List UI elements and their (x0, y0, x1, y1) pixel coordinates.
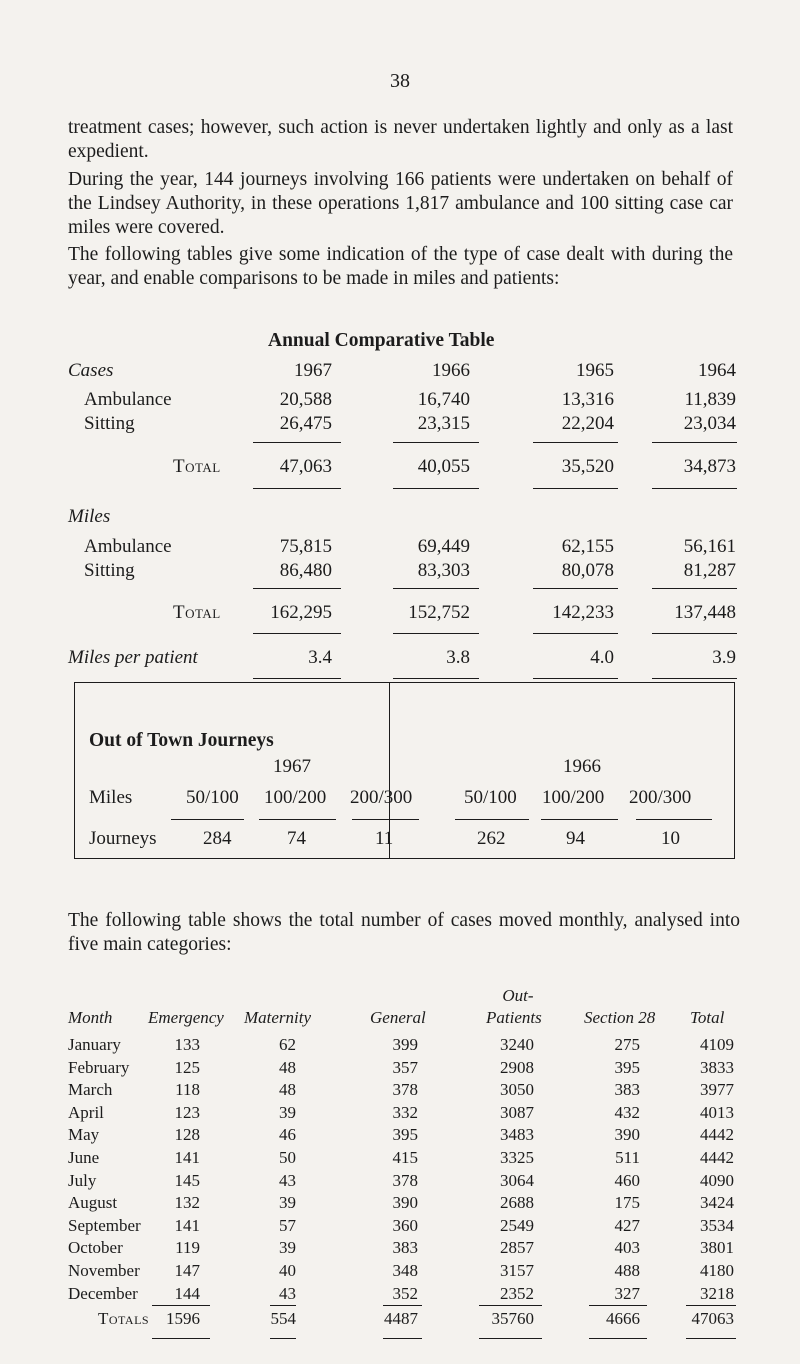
value-cell: 125 (174, 1057, 200, 1077)
year-heading: 1965 (576, 360, 614, 381)
value-cell: 4013 (700, 1102, 734, 1122)
totals-cell: 35760 (491, 1309, 534, 1328)
header-outpatients-1: Out- (502, 986, 534, 1005)
value-cell: 133 (174, 1035, 200, 1054)
year-heading: 1966 (432, 360, 470, 381)
value-cell: 403 (614, 1238, 640, 1258)
value-cell: 3325 (500, 1148, 534, 1167)
value-cell: 144 (174, 1283, 200, 1303)
value-cell: 50 (279, 1148, 296, 1167)
value-cell: 395 (614, 1057, 640, 1077)
journeys-cell: 262 (477, 828, 506, 849)
value-cell: 40 (279, 1261, 296, 1280)
band: 200/300 (350, 787, 413, 808)
journeys-cell: 74 (287, 828, 306, 849)
cell: 47,063 (279, 456, 332, 477)
year-heading: 1964 (698, 360, 736, 381)
cell: 16,740 (417, 389, 470, 410)
row-label: Sitting (84, 413, 135, 434)
month-cell: April (68, 1102, 104, 1122)
header-month: Month (68, 1008, 113, 1027)
value-cell: 275 (614, 1035, 640, 1054)
value-cell: 141 (174, 1215, 200, 1235)
totals-cell: 554 (270, 1309, 296, 1328)
paragraph-4: The following table shows the total number of cases moved monthly, analysed into five main categories: (68, 910, 740, 955)
cell: 81,287 (683, 560, 736, 581)
paragraph-2: During the year, 144 journeys involving 166 patients were undertaken on behalf of the Lindsey Authority, in these operations 1,817 ambulance and 100 sitting case car miles were covered. (68, 169, 733, 238)
value-cell: 128 (174, 1125, 200, 1145)
cell: 142,233 (552, 602, 614, 623)
page-number: 38 (390, 70, 410, 92)
month-cell: November (68, 1261, 140, 1280)
band: 50/100 (186, 787, 239, 808)
row-label: Ambulance (84, 536, 172, 557)
cell: 20,588 (279, 389, 332, 410)
value-cell: 2908 (500, 1057, 534, 1077)
row-label: Ambulance (84, 389, 172, 410)
value-cell: 2688 (500, 1193, 534, 1213)
cell: 4.0 (590, 647, 614, 668)
value-cell: 3240 (500, 1035, 534, 1054)
value-cell: 62 (279, 1035, 296, 1054)
band: 100/200 (542, 787, 605, 808)
value-cell: 3064 (500, 1170, 534, 1190)
value-cell: 3977 (700, 1080, 734, 1100)
value-cell: 147 (174, 1261, 200, 1280)
journeys-cell: 284 (203, 828, 232, 849)
cell: 3.4 (308, 647, 332, 668)
cell: 56,161 (683, 536, 736, 557)
cell: 11,839 (684, 389, 736, 410)
value-cell: 4180 (700, 1261, 734, 1280)
month-cell: May (68, 1125, 100, 1145)
miles-label: Miles (89, 787, 133, 808)
value-cell: 43 (279, 1283, 296, 1303)
cell: 86,480 (279, 560, 332, 581)
month-cell: August (68, 1193, 118, 1213)
value-cell: 132 (174, 1193, 200, 1213)
value-cell: 2857 (500, 1238, 534, 1258)
value-cell: 383 (392, 1238, 418, 1258)
value-cell: 360 (392, 1215, 418, 1235)
out-of-town-box (74, 682, 735, 859)
header-outpatients-2: Patients (486, 1008, 542, 1027)
cell: 13,316 (561, 389, 614, 410)
year-heading: 1967 (294, 360, 332, 381)
value-cell: 119 (175, 1238, 200, 1258)
paragraph-3: The following tables give some indication of the type of case dealt with during the year, and enable comparisons to be made in miles and patients: (68, 244, 733, 289)
paragraph-1: treatment cases; however, such action is never undertaken lightly and only as a last expedient. (68, 117, 733, 162)
value-cell: 357 (392, 1057, 418, 1077)
cell: 34,873 (683, 456, 736, 477)
value-cell: 383 (614, 1080, 640, 1100)
value-cell: 395 (392, 1125, 418, 1145)
value-cell: 378 (392, 1170, 418, 1190)
value-cell: 118 (175, 1080, 200, 1100)
value-cell: 3534 (700, 1215, 734, 1235)
value-cell: 378 (392, 1080, 418, 1100)
header-total: Total (690, 1008, 725, 1027)
journeys-cell: 10 (661, 828, 680, 849)
out-of-town-title: Out of Town Journeys (89, 730, 274, 751)
value-cell: 4109 (700, 1035, 734, 1054)
value-cell: 175 (614, 1193, 640, 1213)
total-label: Total (173, 602, 221, 623)
value-cell: 488 (614, 1261, 640, 1280)
value-cell: 3483 (500, 1125, 534, 1145)
journeys-label: Journeys (89, 828, 157, 849)
value-cell: 48 (279, 1057, 296, 1077)
cell: 62,155 (561, 536, 614, 557)
value-cell: 2549 (500, 1215, 534, 1235)
cell: 75,815 (279, 536, 332, 557)
value-cell: 4442 (700, 1148, 734, 1167)
month-cell: February (68, 1057, 130, 1077)
cell: 80,078 (561, 560, 614, 581)
value-cell: 39 (279, 1102, 296, 1122)
cell: 22,204 (561, 413, 614, 434)
value-cell: 327 (614, 1283, 640, 1303)
band: 200/300 (629, 787, 692, 808)
value-cell: 427 (614, 1215, 640, 1235)
value-cell: 39 (279, 1193, 296, 1213)
value-cell: 2352 (500, 1283, 534, 1303)
cell: 3.8 (446, 647, 470, 668)
value-cell: 3833 (700, 1057, 734, 1077)
value-cell: 3218 (700, 1283, 734, 1303)
value-cell: 141 (174, 1148, 200, 1167)
value-cell: 352 (392, 1283, 418, 1303)
year-1967: 1967 (273, 756, 311, 777)
value-cell: 415 (392, 1148, 418, 1167)
totals-cell: 1596 (166, 1309, 200, 1328)
month-cell: December (68, 1283, 138, 1303)
miles-per-patient-label: Miles per patient (68, 647, 198, 668)
cell: 3.9 (712, 647, 736, 668)
cell: 152,752 (408, 602, 470, 623)
value-cell: 3087 (500, 1102, 534, 1122)
journeys-cell: 11 (375, 828, 394, 849)
value-cell: 46 (279, 1125, 296, 1145)
total-label: Total (173, 456, 221, 477)
header-emergency: Emergency (148, 1008, 224, 1027)
year-1966: 1966 (563, 756, 601, 777)
cases-heading: Cases (68, 360, 114, 381)
journeys-cell: 94 (566, 828, 585, 849)
month-cell: September (68, 1215, 141, 1235)
value-cell: 390 (614, 1125, 640, 1145)
value-cell: 3157 (500, 1261, 534, 1280)
header-maternity: Maternity (244, 1008, 312, 1027)
miles-heading: Miles (68, 506, 111, 527)
cell: 23,034 (683, 413, 736, 434)
value-cell: 332 (392, 1102, 418, 1122)
value-cell: 48 (279, 1080, 296, 1100)
value-cell: 145 (174, 1170, 200, 1190)
value-cell: 348 (392, 1261, 418, 1280)
value-cell: 4090 (700, 1170, 734, 1190)
value-cell: 123 (174, 1102, 200, 1122)
row-label: Sitting (84, 560, 135, 581)
value-cell: 3050 (500, 1080, 534, 1100)
band: 100/200 (264, 787, 327, 808)
value-cell: 39 (279, 1238, 296, 1258)
totals-label: Totals (98, 1309, 150, 1328)
cell: 69,449 (417, 536, 470, 557)
month-cell: June (68, 1148, 100, 1167)
header-section-28: Section 28 (584, 1008, 656, 1027)
value-cell: 3801 (700, 1238, 734, 1258)
cell: 35,520 (561, 456, 614, 477)
cell: 40,055 (417, 456, 470, 477)
month-cell: March (68, 1080, 113, 1100)
month-cell: January (68, 1035, 121, 1054)
value-cell: 43 (279, 1170, 296, 1190)
cell: 137,448 (674, 602, 736, 623)
cell: 162,295 (270, 602, 332, 623)
totals-cell: 4487 (384, 1309, 418, 1328)
month-cell: October (68, 1238, 123, 1258)
value-cell: 399 (392, 1035, 418, 1054)
header-general: General (370, 1008, 426, 1027)
cell: 26,475 (279, 413, 332, 434)
value-cell: 460 (614, 1170, 640, 1190)
value-cell: 390 (392, 1193, 418, 1213)
totals-cell: 47063 (691, 1309, 734, 1328)
totals-cell: 4666 (606, 1309, 640, 1328)
cell: 23,315 (417, 413, 470, 434)
band: 50/100 (464, 787, 517, 808)
value-cell: 3424 (700, 1193, 734, 1213)
value-cell: 511 (615, 1148, 640, 1167)
cell: 83,303 (417, 560, 470, 581)
value-cell: 432 (614, 1102, 640, 1122)
value-cell: 4442 (700, 1125, 734, 1145)
value-cell: 57 (279, 1215, 296, 1235)
month-cell: July (68, 1170, 97, 1190)
comparative-table-title: Annual Comparative Table (268, 330, 495, 351)
